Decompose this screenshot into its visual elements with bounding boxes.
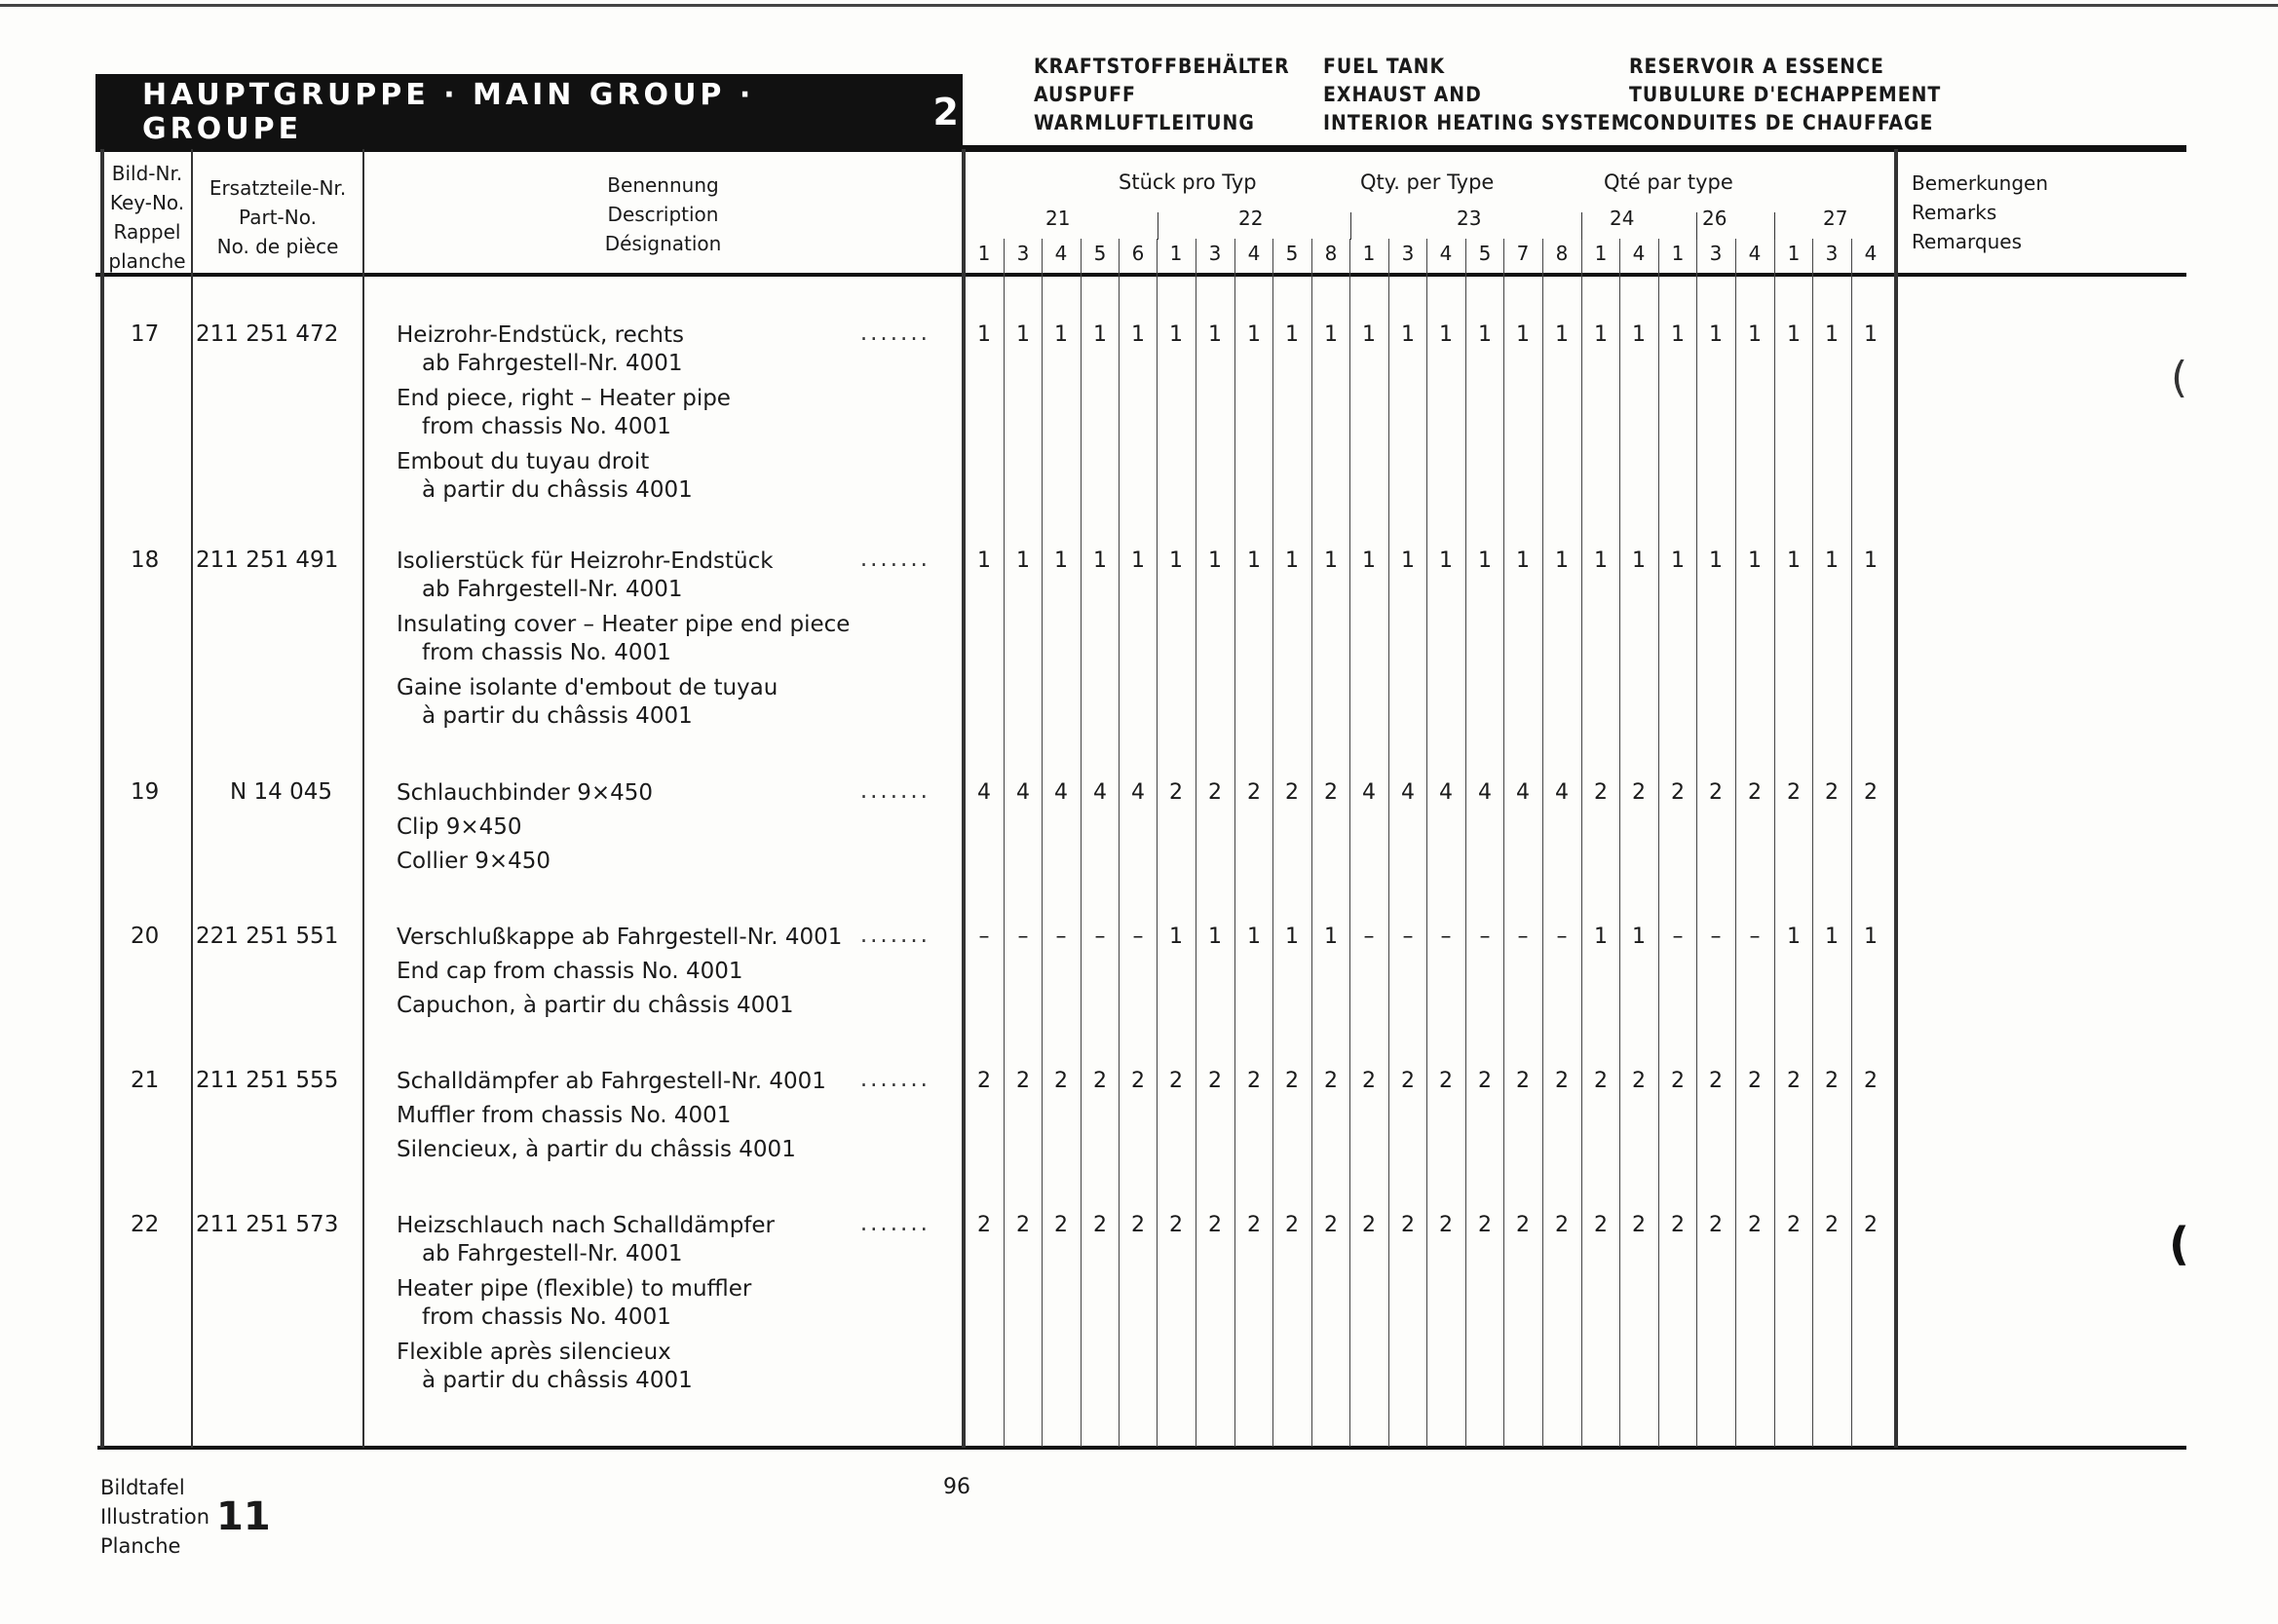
qty-cell: 2 <box>1825 780 1839 805</box>
qty-cell: 1 <box>1671 548 1685 573</box>
qty-cell: 1 <box>1632 322 1646 347</box>
qty-cell: 2 <box>977 1069 991 1093</box>
table-bottom-rule <box>97 1446 2186 1450</box>
qty-cell: 2 <box>1093 1069 1107 1093</box>
qty-cell: 1 <box>1825 548 1839 573</box>
qty-title-fr: Qté par type <box>1604 170 1733 194</box>
margin-bracket: ( <box>2169 1218 2190 1270</box>
plate-label-line: Illustration <box>100 1505 210 1529</box>
description-line: à partir du châssis 4001 <box>422 703 693 729</box>
description-header-line: Benennung <box>607 173 719 197</box>
qty-cell: 2 <box>1748 1069 1762 1093</box>
qty-cell: 1 <box>1169 548 1183 573</box>
qty-cell: 4 <box>977 780 991 805</box>
qty-cell: – <box>1017 925 1029 949</box>
description-line: ab Fahrgestell-Nr. 4001 <box>422 351 683 376</box>
qty-cell: 2 <box>1439 1213 1453 1237</box>
qty-column-divider <box>1851 239 1852 1447</box>
qty-cell: 2 <box>1787 780 1801 805</box>
qty-cell: 1 <box>1516 322 1530 347</box>
qty-column-divider <box>1272 239 1273 1447</box>
qty-cell: 1 <box>1478 322 1492 347</box>
qty-cell: 1 <box>1093 322 1107 347</box>
description-line: from chassis No. 4001 <box>422 414 671 439</box>
description-line: Muffler from chassis No. 4001 <box>397 1103 732 1128</box>
qty-cell: 4 <box>1478 780 1492 805</box>
part-number: 211 251 573 <box>196 1212 339 1237</box>
qty-column-divider <box>1774 239 1775 1447</box>
qty-cell: 1 <box>1864 322 1878 347</box>
type-group-divider <box>1350 212 1351 240</box>
qty-cell: 2 <box>1285 780 1299 805</box>
header-title-fr <box>1629 53 1941 137</box>
qty-cell: 1 <box>1478 548 1492 573</box>
qty-cell: 1 <box>1709 548 1723 573</box>
description-line: from chassis No. 4001 <box>422 640 671 665</box>
header-title-de-line: KRAFTSTOFFBEHÄLTER <box>1034 55 1290 78</box>
key-number: 17 <box>131 321 160 347</box>
plate-label-line: Planche <box>100 1534 181 1558</box>
qty-cell: 2 <box>1247 1213 1261 1237</box>
qty-cell: 1 <box>1131 548 1145 573</box>
qty-cell: – <box>1556 925 1568 949</box>
qty-column-divider <box>1581 239 1582 1447</box>
qty-column-divider <box>1004 239 1005 1447</box>
banner-number: 2 <box>932 90 963 133</box>
description-line: Heater pipe (flexible) to muffler <box>397 1276 752 1302</box>
qty-cell: – <box>1749 925 1761 949</box>
banner-label: HAUPTGRUPPE · MAIN GROUP · GROUPE <box>142 77 755 146</box>
qty-cell: 1 <box>1594 548 1608 573</box>
qty-cell: 2 <box>1632 1213 1646 1237</box>
qty-column-divider <box>1542 239 1543 1447</box>
qty-cell: 2 <box>1632 1069 1646 1093</box>
leader-dots: ....... <box>859 1067 930 1092</box>
description-line: à partir du châssis 4001 <box>422 1368 693 1393</box>
qty-cell: – <box>1672 925 1684 949</box>
sub-type-label: 1 <box>977 242 991 265</box>
qty-cell: 2 <box>1362 1069 1376 1093</box>
qty-column-divider <box>1619 239 1620 1447</box>
qty-cell: 1 <box>1787 548 1801 573</box>
description-line: End cap from chassis No. 4001 <box>397 959 743 984</box>
qty-cell: 1 <box>1439 322 1453 347</box>
qty-cell: 2 <box>1208 1213 1222 1237</box>
header-title-fr-line: CONDUITES DE CHAUFFAGE <box>1629 111 1934 134</box>
qty-cell: 2 <box>1093 1213 1107 1237</box>
qty-cell: 2 <box>1324 1069 1338 1093</box>
qty-cell: 2 <box>1864 1069 1878 1093</box>
leader-dots: ....... <box>859 321 930 346</box>
qty-cell: 2 <box>1555 1213 1569 1237</box>
qty-cell: 2 <box>1748 780 1762 805</box>
qty-column-divider <box>1311 239 1312 1447</box>
qty-cell: 2 <box>1208 1069 1222 1093</box>
description-line: Gaine isolante d'embout de tuyau <box>397 675 778 700</box>
plate-number: 11 <box>216 1494 271 1539</box>
sub-type-label: 4 <box>1247 242 1261 265</box>
qty-cell: 2 <box>1516 1069 1530 1093</box>
qty-cell: 2 <box>1594 780 1608 805</box>
qty-cell: 1 <box>1054 548 1068 573</box>
qty-cell: 4 <box>1093 780 1107 805</box>
qty-column-divider <box>1388 239 1389 1447</box>
qty-cell: 1 <box>1594 322 1608 347</box>
qty-cell: 2 <box>1555 1069 1569 1093</box>
description-line: Capuchon, à partir du châssis 4001 <box>397 993 794 1018</box>
qty-cell: 1 <box>977 322 991 347</box>
key-number: 22 <box>131 1212 160 1237</box>
sub-type-label: 1 <box>1787 242 1801 265</box>
qty-cell: 2 <box>1671 1069 1685 1093</box>
key-number: 18 <box>131 548 160 573</box>
qty-cell: 1 <box>1632 925 1646 949</box>
qty-cell: 1 <box>1709 322 1723 347</box>
qty-cell: 1 <box>1362 322 1376 347</box>
qty-cell: – <box>1402 925 1414 949</box>
qty-cell: 1 <box>1324 548 1338 573</box>
part-number: 211 251 472 <box>196 321 339 347</box>
key-no-header-line: Key-No. <box>109 191 185 214</box>
remarks-column-divider <box>1894 149 1898 1448</box>
key-number: 20 <box>131 924 160 949</box>
qty-cell: 2 <box>1247 780 1261 805</box>
part-number: N 14 045 <box>230 779 332 805</box>
qty-cell: 1 <box>1169 322 1183 347</box>
qty-cell: 4 <box>1362 780 1376 805</box>
remarks-header-line: Bemerkungen <box>1912 171 2049 195</box>
sub-type-label: 3 <box>1016 242 1030 265</box>
header-title-en <box>1323 53 1630 137</box>
leader-dots: ....... <box>859 778 930 804</box>
part-column-divider <box>362 149 364 1448</box>
sub-type-label: 4 <box>1632 242 1646 265</box>
qty-cell: 2 <box>1787 1213 1801 1237</box>
qty-cell: – <box>1517 925 1529 949</box>
remarks-header-line: Remarques <box>1912 230 2023 253</box>
key-no-header-line: Rappel <box>113 220 181 244</box>
qty-cell: – <box>1094 925 1106 949</box>
sub-type-label: 5 <box>1478 242 1492 265</box>
qty-cell: 2 <box>1632 780 1646 805</box>
sub-type-label: 3 <box>1709 242 1723 265</box>
description-line: Schlauchbinder 9×450 <box>397 780 653 806</box>
qty-cell: 4 <box>1439 780 1453 805</box>
sub-type-label: 8 <box>1555 242 1569 265</box>
scan-edge <box>0 4 2278 7</box>
qty-cell: 2 <box>1594 1213 1608 1237</box>
part-no-header-line: Ersatzteile-Nr. <box>209 176 347 200</box>
leader-dots: ....... <box>859 547 930 572</box>
key-number: 19 <box>131 779 160 805</box>
sub-type-label: 5 <box>1093 242 1107 265</box>
qty-column-divider <box>1696 239 1697 1447</box>
description-line: Collier 9×450 <box>397 849 551 874</box>
description-line: Flexible après silencieux <box>397 1340 671 1365</box>
qty-cell: 1 <box>1324 925 1338 949</box>
qty-cell: 2 <box>977 1213 991 1237</box>
description-line: End piece, right – Heater pipe <box>397 386 731 411</box>
qty-cell: 2 <box>1709 1069 1723 1093</box>
qty-cell: 4 <box>1516 780 1530 805</box>
qty-cell: 2 <box>1825 1069 1839 1093</box>
qty-cell: 2 <box>1478 1069 1492 1093</box>
qty-cell: 1 <box>1825 322 1839 347</box>
qty-column-divider <box>1503 239 1504 1447</box>
qty-title-de: Stück pro Typ <box>1119 170 1257 194</box>
qty-cell: 1 <box>1285 548 1299 573</box>
qty-cell: 1 <box>1787 925 1801 949</box>
remarks-header <box>1912 169 2048 256</box>
qty-cell: 4 <box>1016 780 1030 805</box>
qty-cell: 1 <box>1208 548 1222 573</box>
qty-cell: – <box>1710 925 1722 949</box>
qty-column-divider <box>1465 239 1466 1447</box>
header-right-rule <box>963 145 2186 149</box>
table-left-border <box>100 149 104 1448</box>
header-bottom-rule <box>95 273 2186 277</box>
header-title-fr-line: RESERVOIR A ESSENCE <box>1629 55 1884 78</box>
qty-column-divider <box>1157 239 1158 1447</box>
type-group-label: 27 <box>1823 207 1848 230</box>
description-line: Verschlußkappe ab Fahrgestell-Nr. 4001 <box>397 925 843 950</box>
qty-column-divider <box>1812 239 1813 1447</box>
remarks-header-line: Remarks <box>1912 201 1997 224</box>
description-line: ab Fahrgestell-Nr. 4001 <box>422 577 683 602</box>
qty-cell: 1 <box>1247 925 1261 949</box>
qty-cell: 1 <box>1594 925 1608 949</box>
sub-type-label: 1 <box>1594 242 1608 265</box>
description-line: Schalldämpfer ab Fahrgestell-Nr. 4001 <box>397 1069 826 1094</box>
qty-cell: 1 <box>1401 548 1415 573</box>
key-no-header-line: Bild-Nr. <box>111 162 183 185</box>
key-no-header-line: planche <box>108 249 186 273</box>
description-line: Insulating cover – Heater pipe end piece <box>397 612 851 637</box>
qty-cell: 2 <box>1787 1069 1801 1093</box>
sub-type-label: 3 <box>1825 242 1839 265</box>
qty-cell: 1 <box>1208 925 1222 949</box>
sub-type-label: 4 <box>1439 242 1453 265</box>
qty-cell: 1 <box>1864 548 1878 573</box>
qty-cell: 2 <box>1285 1069 1299 1093</box>
qty-column-divider <box>1081 239 1082 1447</box>
type-group-label: 22 <box>1238 207 1264 230</box>
leader-dots: ....... <box>859 1211 930 1236</box>
qty-cell: 1 <box>1632 548 1646 573</box>
qty-cell: – <box>978 925 990 949</box>
part-no-header-line: No. de pièce <box>216 235 339 258</box>
sub-type-label: 3 <box>1208 242 1222 265</box>
description-line: Heizschlauch nach Schalldämpfer <box>397 1213 776 1238</box>
type-group-label: 21 <box>1045 207 1071 230</box>
qty-cell: 1 <box>1671 322 1685 347</box>
qty-cell: 2 <box>1208 780 1222 805</box>
part-number: 221 251 551 <box>196 924 339 949</box>
qty-cell: 1 <box>1555 548 1569 573</box>
qty-cell: 1 <box>1362 548 1376 573</box>
qty-column-divider <box>1042 239 1043 1447</box>
qty-column-divider <box>1349 239 1350 1447</box>
description-line: Embout du tuyau droit <box>397 449 650 474</box>
qty-cell: 2 <box>1131 1069 1145 1093</box>
qty-cell: 2 <box>1748 1213 1762 1237</box>
qty-cell: 4 <box>1555 780 1569 805</box>
part-no-header-line: Part-No. <box>239 206 317 229</box>
qty-cell: 2 <box>1054 1213 1068 1237</box>
qty-cell: – <box>1363 925 1375 949</box>
description-header <box>364 170 962 258</box>
description-line: Isolierstück für Heizrohr-Endstück <box>397 548 774 574</box>
description-header-line: Description <box>607 203 719 226</box>
header-title-en-line: FUEL TANK <box>1323 55 1446 78</box>
type-group-divider <box>1581 212 1582 240</box>
qty-cell: 1 <box>1787 322 1801 347</box>
qty-cell: 1 <box>1016 322 1030 347</box>
part-number: 211 251 555 <box>196 1068 339 1093</box>
description-line: Heizrohr-Endstück, rechts <box>397 322 684 348</box>
qty-cell: 1 <box>1285 925 1299 949</box>
qty-cell: 1 <box>1748 548 1762 573</box>
qty-cell: 2 <box>1131 1213 1145 1237</box>
qty-cell: 2 <box>1671 1213 1685 1237</box>
qty-cell: 2 <box>1169 1069 1183 1093</box>
header-title-de-line: WARMLUFTLEITUNG <box>1034 111 1255 134</box>
sub-type-label: 4 <box>1054 242 1068 265</box>
sub-type-label: 3 <box>1401 242 1415 265</box>
qty-column-divider <box>1234 239 1235 1447</box>
sub-type-label: 8 <box>1324 242 1338 265</box>
qty-cell: 1 <box>1439 548 1453 573</box>
qty-column-divider <box>1658 239 1659 1447</box>
qty-cell: 2 <box>1247 1069 1261 1093</box>
key-number: 21 <box>131 1068 160 1093</box>
qty-cell: 2 <box>1285 1213 1299 1237</box>
main-group-banner <box>95 74 963 149</box>
sub-type-label: 4 <box>1748 242 1762 265</box>
qty-cell: 1 <box>977 548 991 573</box>
qty-cell: 2 <box>1864 780 1878 805</box>
qty-cell: 2 <box>1594 1069 1608 1093</box>
sub-type-label: 1 <box>1169 242 1183 265</box>
qty-cell: 2 <box>1864 1213 1878 1237</box>
qty-column-divider <box>1735 239 1736 1447</box>
qty-cell: 1 <box>1247 322 1261 347</box>
qty-column-divider <box>1426 239 1427 1447</box>
type-group-label: 24 <box>1610 207 1635 230</box>
qty-cell: 2 <box>1478 1213 1492 1237</box>
qty-title-en: Qty. per Type <box>1360 170 1495 194</box>
qty-cell: 1 <box>1093 548 1107 573</box>
description-header-line: Désignation <box>604 232 722 255</box>
header-top-rule <box>95 149 2186 152</box>
part-no-header <box>193 173 362 261</box>
plate-label <box>100 1473 209 1561</box>
page-number: 96 <box>943 1475 970 1499</box>
qty-cell: – <box>1440 925 1452 949</box>
sub-type-label: 5 <box>1285 242 1299 265</box>
sub-type-label: 7 <box>1516 242 1530 265</box>
description-line: Clip 9×450 <box>397 814 522 840</box>
description-line: from chassis No. 4001 <box>422 1304 671 1330</box>
qty-cell: 2 <box>1169 1213 1183 1237</box>
qty-cell: 4 <box>1401 780 1415 805</box>
type-group-label: 26 <box>1702 207 1727 230</box>
qty-cell: – <box>1479 925 1491 949</box>
qty-cell: 2 <box>1401 1213 1415 1237</box>
qty-cell: 4 <box>1131 780 1145 805</box>
header-title-en-line: EXHAUST AND <box>1323 83 1482 106</box>
qty-cell: 2 <box>1709 1213 1723 1237</box>
sub-type-label: 1 <box>1671 242 1685 265</box>
qty-cell: 1 <box>1324 322 1338 347</box>
qty-cell: 2 <box>1709 780 1723 805</box>
qty-cell: 2 <box>1401 1069 1415 1093</box>
qty-cell: 1 <box>1864 925 1878 949</box>
qty-cell: 2 <box>1016 1213 1030 1237</box>
type-group-label: 23 <box>1457 207 1482 230</box>
description-line: à partir du châssis 4001 <box>422 477 693 503</box>
header-title-de-line: AUSPUFF <box>1034 83 1136 106</box>
qty-cell: 1 <box>1555 322 1569 347</box>
sub-type-label: 6 <box>1131 242 1145 265</box>
header-title-en-line: INTERIOR HEATING SYSTEM <box>1323 111 1631 134</box>
qty-cell: 1 <box>1748 322 1762 347</box>
sub-type-label: 1 <box>1362 242 1376 265</box>
qty-cell: 1 <box>1825 925 1839 949</box>
qty-cell: 1 <box>1054 322 1068 347</box>
qty-cell: 1 <box>1208 322 1222 347</box>
qty-cell: – <box>1132 925 1144 949</box>
qty-cell: 2 <box>1324 1213 1338 1237</box>
qty-column-divider <box>1119 239 1120 1447</box>
key-column-divider <box>191 149 193 1448</box>
qty-cell: 2 <box>1825 1213 1839 1237</box>
qty-cell: 1 <box>1016 548 1030 573</box>
plate-label-line: Bildtafel <box>100 1476 185 1499</box>
type-group-divider <box>1774 212 1775 240</box>
qty-cell: 1 <box>1131 322 1145 347</box>
qty-cell: 2 <box>1516 1213 1530 1237</box>
qty-cell: 2 <box>1054 1069 1068 1093</box>
qty-cell: 2 <box>1439 1069 1453 1093</box>
margin-bracket: ( <box>2171 353 2188 402</box>
qty-cell: 1 <box>1401 322 1415 347</box>
type-group-divider <box>1696 212 1697 240</box>
qty-cell: – <box>1055 925 1067 949</box>
qty-cell: 2 <box>1671 780 1685 805</box>
qty-cell: 1 <box>1169 925 1183 949</box>
qty-cell: 1 <box>1516 548 1530 573</box>
part-number: 211 251 491 <box>196 548 339 573</box>
qty-cell: 2 <box>1362 1213 1376 1237</box>
qty-cell: 2 <box>1324 780 1338 805</box>
qty-cell: 1 <box>1247 548 1261 573</box>
header-title-de <box>1034 53 1290 137</box>
qty-cell: 1 <box>1285 322 1299 347</box>
description-line: Silencieux, à partir du châssis 4001 <box>397 1137 796 1162</box>
qty-cell: 2 <box>1169 780 1183 805</box>
leader-dots: ....... <box>859 923 930 948</box>
description-line: ab Fahrgestell-Nr. 4001 <box>422 1241 683 1266</box>
qty-cell: 2 <box>1016 1069 1030 1093</box>
qty-cell: 4 <box>1054 780 1068 805</box>
header-title-fr-line: TUBULURE D'ECHAPPEMENT <box>1629 83 1942 106</box>
sub-type-label: 4 <box>1864 242 1878 265</box>
key-no-header <box>103 159 191 276</box>
